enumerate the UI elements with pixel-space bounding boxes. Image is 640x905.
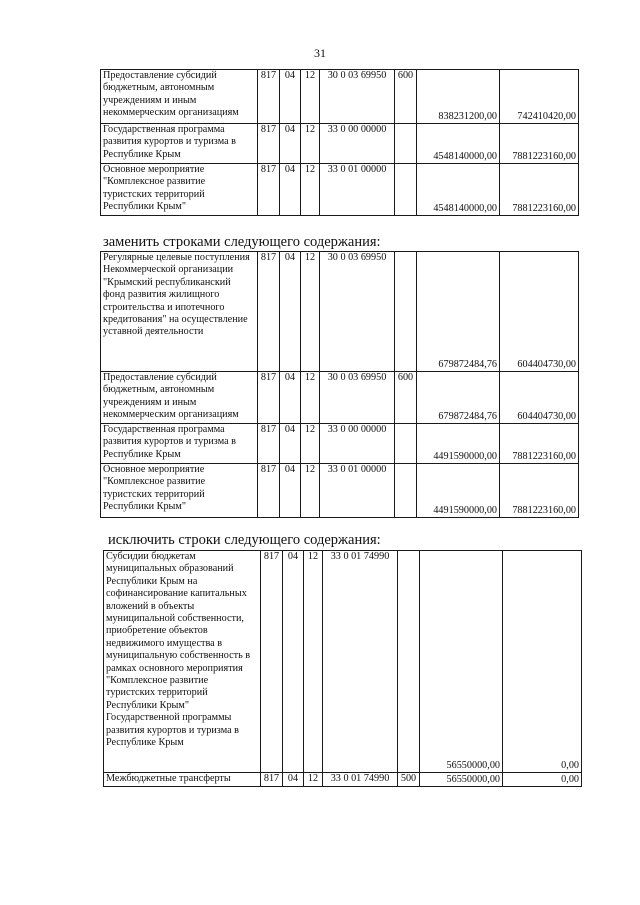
row-name: Основное мероприятие "Комплексное развитие туристских территорий Республики Крым" bbox=[101, 464, 258, 518]
table-row bbox=[101, 164, 579, 216]
subsection-code: 12 bbox=[301, 124, 320, 164]
target-article: 30 0 03 69950 bbox=[320, 372, 395, 424]
target-article: 33 0 01 74990 bbox=[323, 773, 398, 787]
heading-replace: заменить строками следующего содержания: bbox=[103, 234, 381, 250]
row-name: Основное мероприятие "Комплексное развитие туристских территорий Республики Крым" bbox=[101, 164, 258, 216]
section-code: 04 bbox=[280, 252, 301, 372]
section-code: 04 bbox=[280, 124, 301, 164]
ministry-code: 817 bbox=[258, 164, 280, 216]
row-name: Предоставление субсидий бюджетным, автономным учреждениям и иным некоммерческим организациям bbox=[101, 70, 258, 124]
ministry-code: 817 bbox=[258, 252, 280, 372]
table-row bbox=[104, 773, 582, 787]
table-row bbox=[104, 551, 582, 773]
sum-year-2: 7881223160,00 bbox=[500, 424, 579, 464]
table-row bbox=[101, 464, 579, 518]
sum-year-2: 0,00 bbox=[503, 551, 582, 773]
section-code: 04 bbox=[280, 164, 301, 216]
ministry-code: 817 bbox=[258, 70, 280, 124]
sum-year-2: 742410420,00 bbox=[500, 70, 579, 124]
target-article: 33 0 00 00000 bbox=[320, 124, 395, 164]
expense-type bbox=[395, 164, 417, 216]
section-code: 04 bbox=[283, 773, 304, 787]
budget-table-excluded bbox=[103, 550, 582, 787]
section-code: 04 bbox=[280, 424, 301, 464]
sum-year-1: 4548140000,00 bbox=[417, 124, 500, 164]
ministry-code: 817 bbox=[258, 124, 280, 164]
table-row bbox=[101, 372, 579, 424]
expense-type bbox=[395, 424, 417, 464]
subsection-code: 12 bbox=[304, 551, 323, 773]
subsection-code: 12 bbox=[304, 773, 323, 787]
expense-type bbox=[395, 464, 417, 518]
subsection-code: 12 bbox=[301, 464, 320, 518]
sum-year-1: 56550000,00 bbox=[420, 551, 503, 773]
budget-table-original bbox=[100, 69, 579, 216]
ministry-code: 817 bbox=[261, 773, 283, 787]
heading-exclude: исключить строки следующего содержания: bbox=[108, 532, 381, 548]
target-article: 30 0 03 69950 bbox=[320, 70, 395, 124]
ministry-code: 817 bbox=[258, 372, 280, 424]
table-row bbox=[101, 124, 579, 164]
expense-type bbox=[395, 124, 417, 164]
sum-year-1: 4548140000,00 bbox=[417, 164, 500, 216]
table-row bbox=[101, 424, 579, 464]
subsection-code: 12 bbox=[301, 424, 320, 464]
row-name: Межбюджетные трансферты bbox=[104, 773, 261, 787]
target-article: 33 0 01 74990 bbox=[323, 551, 398, 773]
target-article: 33 0 01 00000 bbox=[320, 164, 395, 216]
section-code: 04 bbox=[280, 372, 301, 424]
page-number: 31 bbox=[314, 46, 326, 60]
table-row bbox=[101, 252, 579, 372]
sum-year-2: 0,00 bbox=[503, 773, 582, 787]
target-article: 33 0 01 00000 bbox=[320, 464, 395, 518]
sum-year-1: 4491590000,00 bbox=[417, 424, 500, 464]
sum-year-1: 679872484,76 bbox=[417, 252, 500, 372]
subsection-code: 12 bbox=[301, 70, 320, 124]
subsection-code: 12 bbox=[301, 164, 320, 216]
target-article: 30 0 03 69950 bbox=[320, 252, 395, 372]
row-name: Государственная программа развития курортов и туризма в Республике Крым bbox=[101, 424, 258, 464]
sum-year-2: 7881223160,00 bbox=[500, 164, 579, 216]
section-code: 04 bbox=[280, 70, 301, 124]
sum-year-2: 604404730,00 bbox=[500, 372, 579, 424]
row-name: Субсидии бюджетам муниципальных образований Республики Крым на софинансирование капитальных вложений в объекты муниципальной собственности, приобретение объектов недвижимого имущества в муниципальную собственность в рамках основного мероприятия "Комплексное развитие туристских территорий Республики Крым" Государственной программы развития курортов и туризма в Республике Крым bbox=[104, 551, 261, 773]
sum-year-1: 679872484,76 bbox=[417, 372, 500, 424]
sum-year-2: 7881223160,00 bbox=[500, 464, 579, 518]
sum-year-1: 4491590000,00 bbox=[417, 464, 500, 518]
row-name: Государственная программа развития курортов и туризма в Республике Крым bbox=[101, 124, 258, 164]
section-code: 04 bbox=[280, 464, 301, 518]
expense-type bbox=[398, 551, 420, 773]
sum-year-2: 7881223160,00 bbox=[500, 124, 579, 164]
subsection-code: 12 bbox=[301, 252, 320, 372]
sum-year-1: 56550000,00 bbox=[420, 773, 503, 787]
expense-type bbox=[395, 252, 417, 372]
sum-year-2: 604404730,00 bbox=[500, 252, 579, 372]
sum-year-1: 838231200,00 bbox=[417, 70, 500, 124]
section-code: 04 bbox=[283, 551, 304, 773]
expense-type: 600 bbox=[395, 372, 417, 424]
row-name: Регулярные целевые поступления Некоммерческой организации "Крымский республиканский фонд развития жилищного строительства и ипотечного кредитования" на осуществление уставной деятельности bbox=[101, 252, 258, 372]
ministry-code: 817 bbox=[261, 551, 283, 773]
row-name: Предоставление субсидий бюджетным, автономным учреждениям и иным некоммерческим организациям bbox=[101, 372, 258, 424]
budget-table-replacement bbox=[100, 251, 579, 518]
target-article: 33 0 00 00000 bbox=[320, 424, 395, 464]
ministry-code: 817 bbox=[258, 424, 280, 464]
subsection-code: 12 bbox=[301, 372, 320, 424]
ministry-code: 817 bbox=[258, 464, 280, 518]
expense-type: 600 bbox=[395, 70, 417, 124]
expense-type: 500 bbox=[398, 773, 420, 787]
table-row bbox=[101, 70, 579, 124]
